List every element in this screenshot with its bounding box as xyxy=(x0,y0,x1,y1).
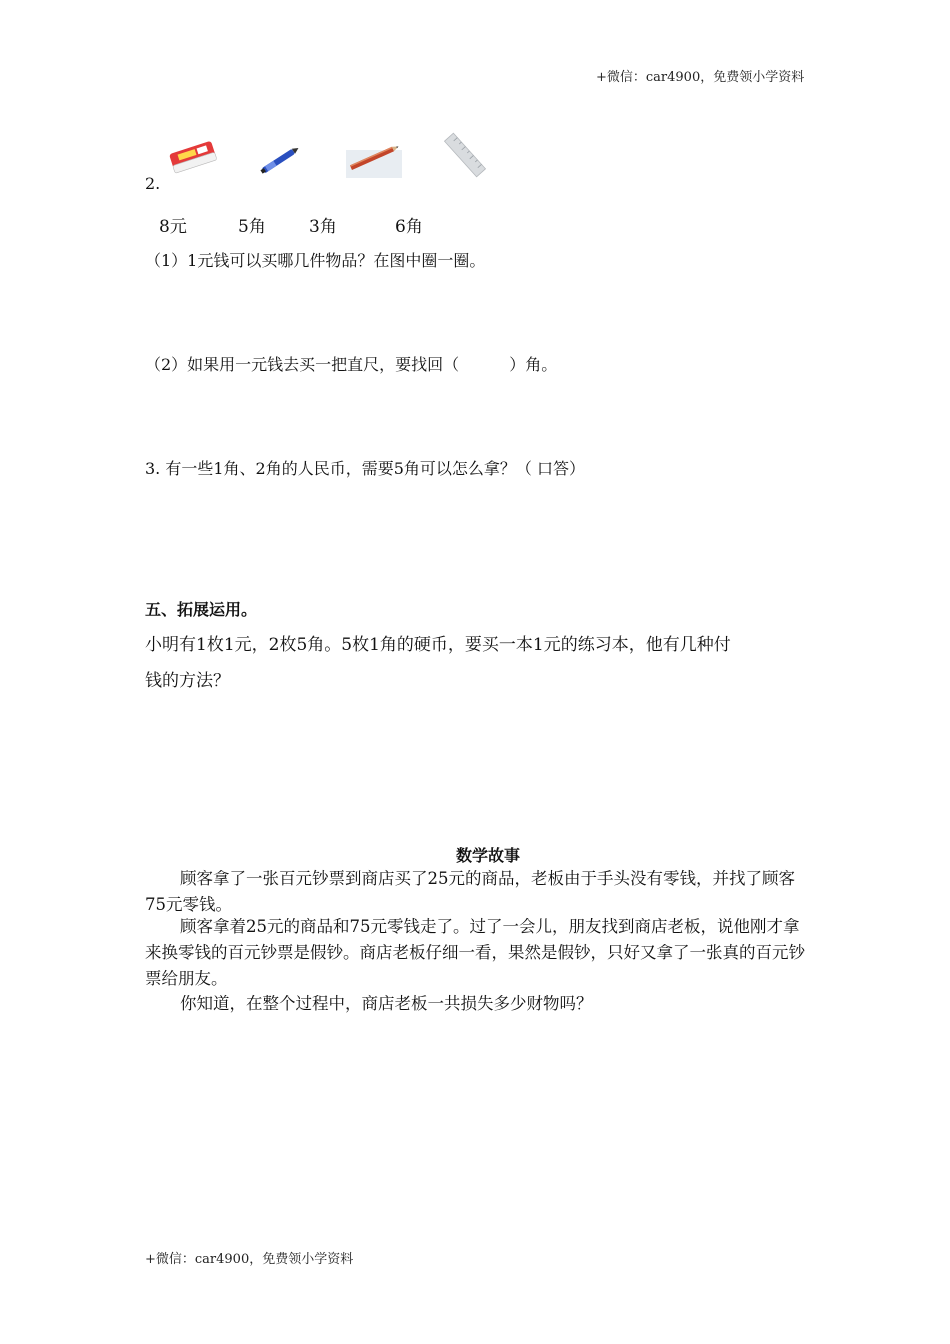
story-paragraph-3: 你知道，在整个过程中，商店老板一共损失多少财物吗？ xyxy=(180,994,593,1013)
section-5-line-1: 小明有1枚1元，2枚5角。5枚1角的硬币，要买一本1元的练习本，他有几种付 xyxy=(145,635,731,655)
story-title: 数学故事 xyxy=(456,846,521,865)
ruler-price: 6角 xyxy=(395,217,423,237)
pencil-icon xyxy=(343,132,405,180)
ruler-icon xyxy=(438,128,492,182)
section-5-title: 五、拓展运用。 xyxy=(145,600,258,619)
pen-icon xyxy=(256,140,304,180)
story-paragraph-2: 顾客拿着25元的商品和75元零钱走了。过了一会儿，朋友找到商店老板，说他刚才拿来换零钱的百元钞票是假钞。商店老板仔细一看，果然是假钞，只好又拿了一张真的百元钞票给朋友。 xyxy=(145,917,805,988)
pen-price: 5角 xyxy=(238,217,266,237)
eraser-price: 8元 xyxy=(159,217,187,237)
question-2-part-2 xyxy=(145,352,557,375)
story-paragraph-1: 顾客拿了一张百元钞票到商店买了25元的商品，老板由于手头没有零钱，并找了顾客75元零钱。 xyxy=(145,869,795,914)
eraser-icon xyxy=(165,135,221,177)
pencil-price: 3角 xyxy=(309,217,337,237)
question-2-number: 2. xyxy=(145,174,161,193)
question-2-part-1: （1）1元钱可以买哪几件物品？在图中圈一圈。 xyxy=(145,251,486,270)
question-2-part-2-suffix: ）角。 xyxy=(509,355,558,374)
section-5-line-2: 钱的方法？ xyxy=(145,671,230,691)
question-3: 3. 有一些1角、2角的人民币，需要5角可以怎么拿？（ 口答） xyxy=(145,459,585,478)
footer-note: +微信：car4900，免费领小学资料 xyxy=(145,1252,354,1267)
question-2-part-2-prefix: （2）如果用一元钱去买一把直尺，要找回（ xyxy=(145,355,460,374)
header-note: +微信：car4900，免费领小学资料 xyxy=(596,70,805,85)
